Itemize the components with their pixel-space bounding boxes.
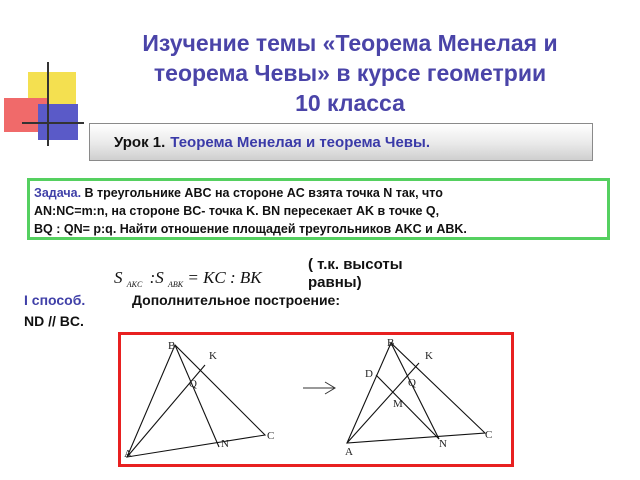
formula-sub1: AKC <box>126 280 143 289</box>
task-label: Задача. <box>34 186 82 200</box>
triangle-figures <box>121 335 511 464</box>
point-label-d-right: D <box>365 368 373 380</box>
construction-label: Дополнительное построение: <box>132 292 341 308</box>
point-label-k-left: K <box>209 350 217 362</box>
formula-s1: S <box>114 268 123 287</box>
title-line-1: Изучение темы «Теорема Менелая и <box>142 30 558 56</box>
formula-sub2: ABK <box>167 280 184 289</box>
transform-arrow <box>303 382 335 394</box>
point-label-k-right: K <box>425 350 433 362</box>
task-line-3: BQ : QN= p:q. Найти отношение площадей треугольников AKC и ABK. <box>34 222 467 236</box>
task-text-1: В треугольнике ABC на стороне AC взята точка N так, что <box>84 186 443 200</box>
point-label-b-right: B <box>387 337 395 349</box>
point-label-a-left: A <box>124 448 132 460</box>
point-label-c-left: C <box>267 430 275 442</box>
formula-sep: :S <box>149 268 164 287</box>
task-line-2: AN:NC=m:n, на стороне BC- точка K. BN пересекает AK в точке Q, <box>34 204 440 218</box>
lesson-label: Урок 1. <box>114 133 166 151</box>
point-label-m-right: M <box>393 398 403 410</box>
point-label-c-right: C <box>485 429 493 441</box>
note-line-2: равны) <box>308 274 362 291</box>
right-triangle <box>347 343 485 443</box>
figure-box <box>118 332 514 467</box>
task-box <box>27 178 610 240</box>
task-line-1 <box>34 184 603 202</box>
left-triangle <box>127 345 265 457</box>
svg-text:S AKC :S ABK <box>114 268 263 291</box>
slide-title <box>60 28 640 118</box>
point-label-n-left: N <box>221 438 229 450</box>
parallel-statement: ND // BC. <box>24 313 84 329</box>
lesson-banner <box>89 123 593 161</box>
lesson-title: Теорема Менелая и теорема Чевы. <box>170 133 430 151</box>
point-label-n-right: N <box>439 438 447 450</box>
area-ratio-formula <box>112 263 302 291</box>
title-line-3: 10 класса <box>295 90 405 116</box>
note-line-1: ( т.к. высоты <box>308 256 403 273</box>
method-label: I способ. <box>24 292 86 308</box>
height-note <box>308 256 448 292</box>
point-label-q-right: Q <box>408 377 416 389</box>
point-label-a-right: A <box>345 446 353 458</box>
point-label-b-left: B <box>168 340 176 352</box>
title-line-2: теорема Чевы» в курсе геометрии <box>153 60 547 86</box>
formula-rhs: = KC : BK <box>187 268 262 287</box>
point-label-q-left: Q <box>189 378 197 390</box>
